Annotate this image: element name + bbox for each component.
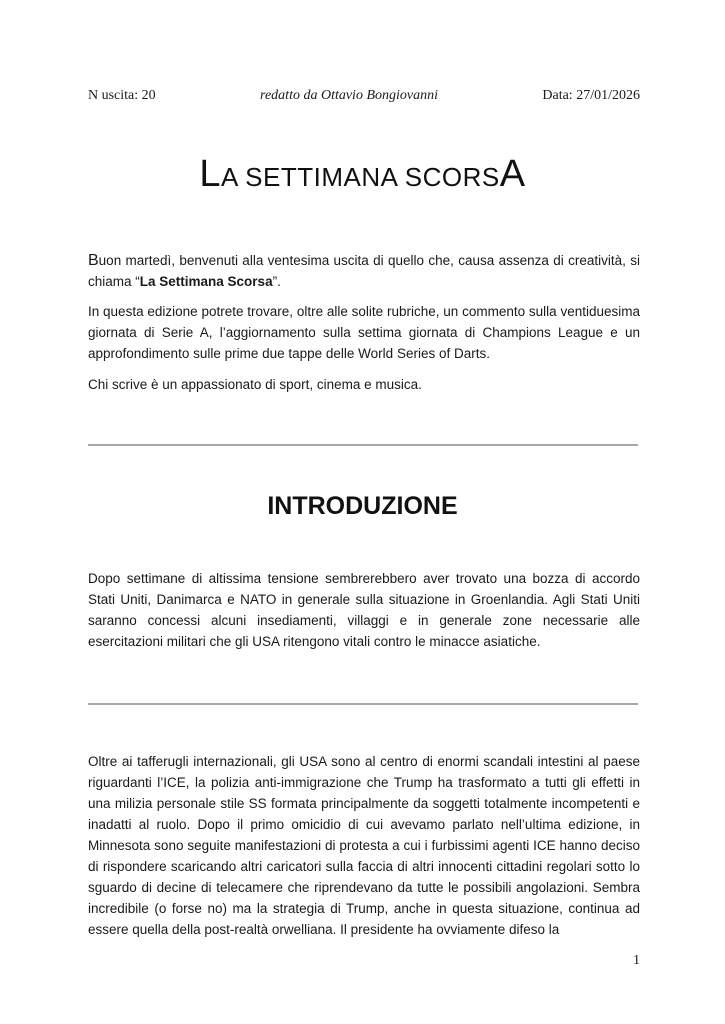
title-first-letter: L <box>199 153 222 195</box>
divider-2 <box>88 703 638 705</box>
intro-p1-text: uon martedì, benvenuti alla ventesima uscita di quello che, causa assenza di creatività, si chiama “ <box>88 253 640 289</box>
intro-paragraph-1 <box>88 250 640 292</box>
intro-paragraph-3: Chi scrive è un appassionato di sport, cinema e musica. <box>88 377 422 392</box>
intro-p1-end: ”. <box>272 274 281 289</box>
page-header <box>88 88 640 104</box>
author-line: redatto da Ottavio Bongiovanni <box>260 88 438 103</box>
page-number: 1 <box>633 953 640 968</box>
newsletter-name-bold: La Settimana Scorsa <box>139 274 273 289</box>
title-last-letter: A <box>499 153 526 195</box>
divider-1 <box>88 444 638 446</box>
intro-paragraph-2: In questa edizione potrete trovare, oltre alle solite rubriche, un commento sulla ventiduesima giornata di Serie A, l’aggiornamento sulla settima giornata di Champions League e un approfondimento sulle prime due tappe delle World Series of Darts. <box>88 304 640 361</box>
section-paragraph-1: Dopo settimane di altissima tensione sembrerebbero aver trovato una bozza di accordo Stati Uniti, Danimarca e NATO in generale sulla situazione in Groenlandia. Agli Stati Uniti saranno concessi alcuni insediamenti, villaggi e in generale zone necessarie alle esercitazioni militari che gli USA ritengono vitali contro le minacce asiatiche. <box>88 571 640 649</box>
section-paragraph-2: Oltre ai tafferugli internazionali, gli USA sono al centro di enormi scandali intestini al paese riguardanti l’ICE, la polizia anti-immigrazione che Trump ha trasformato a tutti gli effetti in una milizia personale stile SS formata principalmente da soggetti totalmente incompetenti e inadatti al ruolo. Dopo il primo omicidio di cui avevamo parlato nell’ultima edizione, in Minnesota sono seguite manifestazioni di protesta a cui i furbissimi agenti ICE hanno deciso di rispondere scaricando altri caricatori sulla faccia di altri innocenti cittadini regolari sotto lo sguardo di decine di telecamere che riprendevano da tutte le possibili angolazioni. Sembra incredibile (o forse no) ma la strategia di Trump, anche in questa situazione, continua ad essere quella della post-realtà orwelliana. Il presidente ha ovviamente difeso la <box>88 754 640 937</box>
title-middle: A SETTIMANA SCORS <box>221 162 500 192</box>
issue-number: N uscita: 20 <box>88 88 156 103</box>
section-title: INTRODUZIONE <box>267 492 458 520</box>
issue-date: Data: 27/01/2026 <box>542 88 640 103</box>
intro-initial: B <box>88 252 99 269</box>
newsletter-title <box>0 153 725 196</box>
